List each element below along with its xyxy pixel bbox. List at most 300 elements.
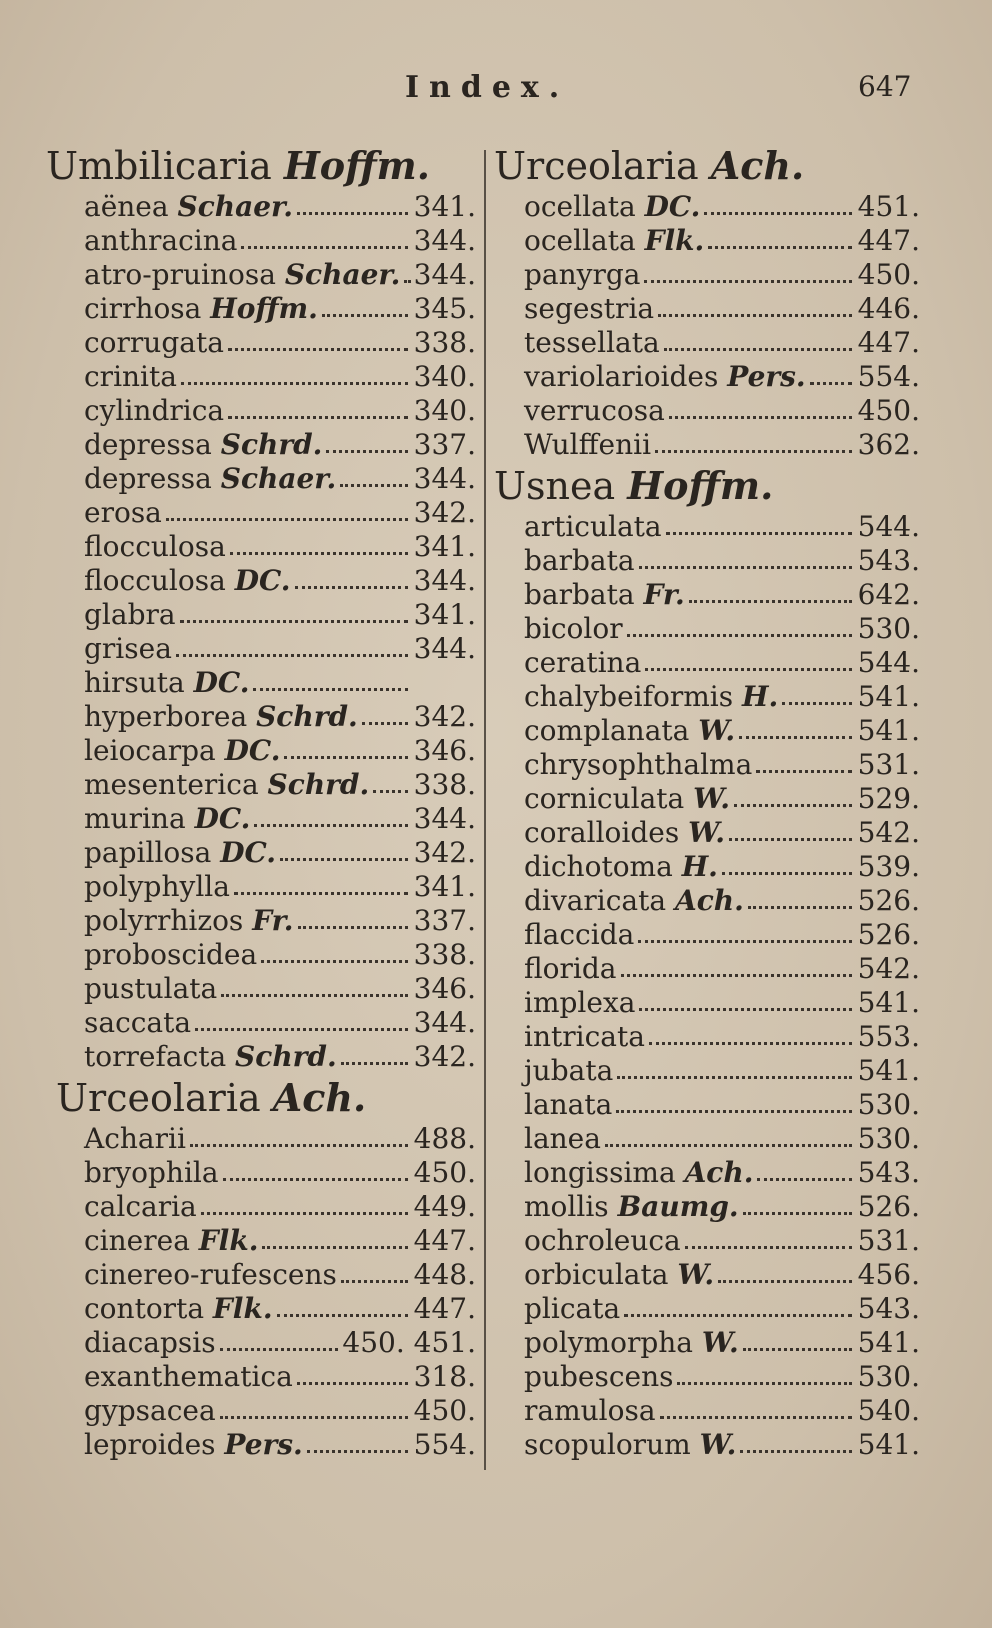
species-epithet: depressa — [84, 462, 212, 495]
species-name — [524, 292, 654, 326]
species-author: Hoffm. — [210, 292, 318, 325]
species-name — [84, 1428, 303, 1462]
dot-leader — [195, 1028, 408, 1031]
dot-leader — [810, 382, 852, 385]
page-reference: 450. — [857, 394, 920, 427]
page-reference: 526. — [857, 1190, 920, 1223]
page-reference: 544. — [857, 646, 920, 679]
species-author: Schrd. — [256, 700, 358, 733]
species-name — [524, 1258, 714, 1292]
species-epithet: coralloides — [524, 816, 680, 849]
species-epithet: Acharii — [84, 1122, 186, 1155]
dot-leader — [660, 1416, 852, 1419]
species-epithet: gypsacea — [84, 1394, 216, 1427]
species-name — [524, 1326, 739, 1360]
species-name — [84, 938, 257, 972]
page-reference: 338. — [413, 938, 476, 971]
page-reference: 541. — [857, 986, 920, 1019]
dot-leader — [685, 1246, 852, 1249]
dot-leader — [404, 280, 408, 283]
page-reference: 341. — [413, 190, 476, 223]
species-name — [84, 598, 176, 632]
species-epithet: verrucosa — [524, 394, 665, 427]
dot-leader — [190, 1144, 408, 1147]
species-epithet: erosa — [84, 496, 162, 529]
dot-leader — [621, 974, 853, 977]
species-name — [84, 1040, 337, 1074]
index-entry — [46, 1122, 476, 1156]
index-entry — [46, 1156, 476, 1190]
column-divider — [484, 150, 486, 1470]
index-entry — [46, 700, 476, 734]
species-epithet: bryophila — [84, 1156, 219, 1189]
index-entry — [490, 952, 920, 986]
species-author: H. — [681, 850, 718, 883]
species-epithet: papillosa — [84, 836, 212, 869]
dot-leader — [627, 634, 852, 637]
species-epithet: variolarioides — [524, 360, 719, 393]
species-name — [84, 564, 291, 598]
dot-leader — [228, 348, 408, 351]
index-entry — [46, 598, 476, 632]
species-name — [524, 510, 662, 544]
page-reference: 338. — [413, 326, 476, 359]
index-entry — [490, 428, 920, 462]
index-entry — [490, 1088, 920, 1122]
species-epithet: divaricata — [524, 884, 667, 917]
species-epithet: mesenterica — [84, 768, 259, 801]
page-reference: 344. — [413, 632, 476, 665]
species-epithet: crinita — [84, 360, 177, 393]
index-entry — [490, 394, 920, 428]
species-epithet: chrysophthalma — [524, 748, 753, 781]
dot-leader — [307, 1450, 408, 1453]
species-epithet: pustulata — [84, 972, 218, 1005]
species-name — [84, 462, 336, 496]
index-entry — [46, 428, 476, 462]
dot-leader — [645, 668, 852, 671]
species-epithet: pubescens — [524, 1360, 674, 1393]
page-reference: 450. — [413, 1394, 476, 1427]
index-entry — [490, 1258, 920, 1292]
species-name — [84, 1122, 186, 1156]
species-epithet: intricata — [524, 1020, 645, 1053]
page-reference: 342. — [413, 496, 476, 529]
dot-leader — [729, 838, 852, 841]
page-reference: 531. — [857, 748, 920, 781]
index-entry — [490, 360, 920, 394]
index-entry — [46, 258, 476, 292]
species-name — [524, 986, 635, 1020]
page-reference: 554. — [857, 360, 920, 393]
page-reference: 449. — [413, 1190, 476, 1223]
species-epithet: proboscidea — [84, 938, 258, 971]
index-entry — [46, 904, 476, 938]
species-name — [524, 1292, 620, 1326]
species-epithet: ocellata — [524, 190, 636, 223]
index-entry — [490, 680, 920, 714]
index-entry — [490, 1394, 920, 1428]
species-author: DC. — [193, 666, 250, 699]
index-entry — [490, 1122, 920, 1156]
dot-leader — [340, 484, 408, 487]
species-epithet: hyperborea — [84, 700, 248, 733]
species-name — [524, 612, 623, 646]
index-entry — [46, 1224, 476, 1258]
page-reference: 338. — [413, 768, 476, 801]
index-entry — [490, 292, 920, 326]
species-epithet: implexa — [524, 986, 636, 1019]
page-reference: 346. — [413, 972, 476, 1005]
species-epithet: calcaria — [84, 1190, 197, 1223]
page-reference: 342. — [413, 836, 476, 869]
dot-leader — [756, 770, 852, 773]
species-author: Fr. — [643, 578, 685, 611]
index-entry — [46, 870, 476, 904]
index-entry — [490, 326, 920, 360]
index-entry — [490, 1428, 920, 1462]
index-entry — [46, 632, 476, 666]
species-name — [84, 326, 224, 360]
dot-leader — [639, 566, 852, 569]
dot-leader — [658, 314, 852, 317]
dot-leader — [624, 1314, 852, 1317]
right-column — [490, 142, 920, 1462]
species-epithet: hirsuta — [84, 666, 185, 699]
species-author: DC. — [644, 190, 701, 223]
dot-leader — [616, 1110, 852, 1113]
genus-author: Ach. — [710, 143, 805, 188]
species-author: Fr. — [252, 904, 294, 937]
index-entry — [46, 564, 476, 598]
page-title: Index. — [405, 70, 570, 105]
species-author: DC. — [234, 564, 291, 597]
dot-leader — [228, 416, 408, 419]
left-column — [46, 142, 476, 1462]
genus-heading — [46, 142, 476, 190]
species-epithet: contorta — [84, 1292, 205, 1325]
index-entry — [46, 836, 476, 870]
page-reference: 642. — [857, 578, 920, 611]
page-reference: 554. — [413, 1428, 476, 1461]
species-author: Schaer. — [177, 190, 293, 223]
species-name — [524, 1190, 739, 1224]
page-reference: 542. — [857, 952, 920, 985]
genus-name: Usnea — [494, 464, 616, 508]
index-entry — [46, 1258, 476, 1292]
dot-leader — [297, 1382, 408, 1385]
dot-leader — [638, 940, 852, 943]
dot-leader — [295, 586, 408, 589]
page-reference: 362. — [857, 428, 920, 461]
genus-heading — [46, 1074, 476, 1122]
page-reference: 541. — [857, 714, 920, 747]
species-name — [524, 258, 640, 292]
index-entry — [490, 918, 920, 952]
index-entry — [46, 190, 476, 224]
species-epithet: saccata — [84, 1006, 192, 1039]
page-reference: 488. — [413, 1122, 476, 1155]
index-entry — [46, 360, 476, 394]
species-author: Ach. — [674, 884, 744, 917]
page-reference: 553. — [857, 1020, 920, 1053]
species-epithet: polyphylla — [84, 870, 230, 903]
dot-leader — [739, 736, 852, 739]
index-entry — [490, 714, 920, 748]
species-name — [84, 428, 322, 462]
page-reference: 344. — [413, 564, 476, 597]
dot-leader — [166, 518, 408, 521]
index-entry — [46, 972, 476, 1006]
species-epithet: Wulffenii — [524, 428, 652, 461]
index-entry — [46, 394, 476, 428]
page-reference: 541. — [857, 680, 920, 713]
index-entry — [490, 1224, 920, 1258]
genus-author: Hoffm. — [283, 143, 430, 188]
species-name — [524, 1428, 736, 1462]
dot-leader — [262, 1246, 408, 1249]
dot-leader — [649, 1042, 852, 1045]
species-author: Schaer. — [284, 258, 401, 291]
index-entry — [490, 1020, 920, 1054]
index-entry — [46, 1360, 476, 1394]
page-reference: 344. — [413, 224, 476, 257]
species-name — [524, 1020, 645, 1054]
page-reference: 341. — [413, 530, 476, 563]
species-name — [84, 666, 249, 700]
species-name — [84, 1190, 197, 1224]
species-epithet: bicolor — [524, 612, 623, 645]
species-epithet: aënea — [84, 190, 169, 223]
species-name — [524, 360, 806, 394]
index-entry — [490, 258, 920, 292]
species-name — [84, 224, 237, 258]
page-reference: 447. — [413, 1292, 476, 1325]
species-epithet: ochroleuca — [524, 1224, 681, 1257]
dot-leader — [220, 1348, 339, 1351]
species-name — [524, 1156, 753, 1190]
species-epithet: cylindrica — [84, 394, 225, 427]
species-author: Schrd. — [267, 768, 370, 801]
species-author: Pers. — [224, 1428, 303, 1461]
species-name — [524, 1360, 673, 1394]
page-reference: 341. — [413, 598, 476, 631]
species-author: H. — [742, 680, 779, 713]
page-reference: 346. — [413, 734, 476, 767]
species-name — [524, 918, 634, 952]
page-reference: 447. — [857, 326, 920, 359]
species-name — [84, 1394, 216, 1428]
page-reference: 342. — [413, 700, 476, 733]
species-epithet: ceratina — [524, 646, 642, 679]
species-epithet: mollis — [524, 1190, 609, 1223]
dot-leader — [362, 722, 408, 725]
species-epithet: polymorpha — [524, 1326, 693, 1359]
index-entry — [490, 748, 920, 782]
species-name — [524, 428, 651, 462]
species-epithet: articulata — [524, 510, 662, 543]
species-epithet: panyrga — [524, 258, 641, 291]
species-epithet: scopulorum — [524, 1428, 691, 1461]
species-epithet: cinereo-rufescens — [84, 1258, 337, 1291]
page-reference: 530. — [857, 1088, 920, 1121]
index-entry — [490, 544, 920, 578]
species-name — [524, 952, 617, 986]
dot-leader — [373, 790, 408, 793]
page-number: 647 — [858, 70, 912, 103]
index-entry — [490, 1054, 920, 1088]
species-name — [524, 326, 660, 360]
species-name — [524, 1054, 613, 1088]
index-entry — [46, 496, 476, 530]
index-entry — [46, 666, 476, 700]
species-name — [84, 972, 217, 1006]
species-author: W. — [677, 1258, 715, 1291]
page-reference: 340. — [413, 394, 476, 427]
species-author: W. — [698, 714, 736, 747]
index-entry — [46, 1006, 476, 1040]
page-reference: 541. — [857, 1326, 920, 1359]
index-entry — [490, 884, 920, 918]
species-epithet: polyrrhizos — [84, 904, 244, 937]
dot-leader — [669, 416, 852, 419]
index-entry — [490, 816, 920, 850]
dot-leader — [704, 212, 852, 215]
genus-author: Hoffm. — [627, 463, 774, 508]
species-epithet: grisea — [84, 632, 172, 665]
species-author: DC. — [194, 802, 251, 835]
page-reference: 340. — [413, 360, 476, 393]
index-entry — [490, 510, 920, 544]
index-entry — [46, 1394, 476, 1428]
species-epithet: lanea — [524, 1122, 601, 1155]
species-epithet: jubata — [524, 1054, 614, 1087]
species-name — [84, 768, 369, 802]
species-epithet: murina — [84, 802, 186, 835]
dot-leader — [734, 804, 852, 807]
index-entry — [46, 1428, 476, 1462]
index-entry — [490, 612, 920, 646]
page-reference: 526. — [857, 884, 920, 917]
dot-leader — [617, 1076, 852, 1079]
species-author: W. — [701, 1326, 739, 1359]
dot-leader — [677, 1382, 852, 1385]
species-epithet: cirrhosa — [84, 292, 202, 325]
page-reference: 344. — [413, 462, 476, 495]
species-epithet: flaccida — [524, 918, 635, 951]
species-name — [84, 360, 177, 394]
page-reference: 526. — [857, 918, 920, 951]
page-reference: 544. — [857, 510, 920, 543]
species-name — [84, 1326, 216, 1360]
index-entry — [490, 1326, 920, 1360]
index-entry — [46, 224, 476, 258]
species-name — [524, 884, 744, 918]
page-reference: 446. — [857, 292, 920, 325]
species-epithet: torrefacta — [84, 1040, 227, 1073]
index-entry — [490, 1360, 920, 1394]
dot-leader — [666, 532, 852, 535]
index-entry — [490, 1190, 920, 1224]
species-name — [84, 1292, 273, 1326]
dot-leader — [254, 824, 408, 827]
dot-leader — [708, 246, 852, 249]
page-reference: 456. — [857, 1258, 920, 1291]
dot-leader — [241, 246, 408, 249]
species-author: W. — [699, 1428, 737, 1461]
page-reference: 542. — [857, 816, 920, 849]
species-name — [84, 258, 400, 292]
species-name — [84, 1156, 219, 1190]
genus-heading — [490, 142, 920, 190]
species-epithet: leiocarpa — [84, 734, 216, 767]
species-name — [84, 700, 358, 734]
page-reference: 541. — [857, 1428, 920, 1461]
dot-leader — [664, 348, 852, 351]
index-entry — [46, 1292, 476, 1326]
dot-leader — [326, 450, 408, 453]
species-name — [84, 394, 224, 428]
species-name — [524, 1224, 681, 1258]
species-epithet: corniculata — [524, 782, 685, 815]
species-name — [84, 632, 172, 666]
species-name — [84, 190, 293, 224]
species-epithet: longissima — [524, 1156, 676, 1189]
index-entry — [490, 578, 920, 612]
species-author: Flk. — [198, 1224, 259, 1257]
dot-leader — [223, 1178, 408, 1181]
page-reference: 530. — [857, 612, 920, 645]
species-epithet: ocellata — [524, 224, 636, 257]
page-reference: 450. — [857, 258, 920, 291]
species-name — [524, 1088, 612, 1122]
species-author: Flk. — [212, 1292, 273, 1325]
page-reference: 448. — [413, 1258, 476, 1291]
dot-leader — [261, 960, 408, 963]
genus-name: Umbilicaria — [46, 144, 272, 188]
page-reference: 543. — [857, 544, 920, 577]
dot-leader — [639, 1008, 852, 1011]
page-reference: 345. — [413, 292, 476, 325]
dot-leader — [253, 688, 408, 691]
species-epithet: lanata — [524, 1088, 613, 1121]
dot-leader — [689, 600, 852, 603]
species-epithet: florida — [524, 952, 617, 985]
page-header — [0, 70, 992, 110]
index-entry — [46, 734, 476, 768]
species-epithet: orbiculata — [524, 1258, 669, 1291]
page-reference: 451. — [857, 190, 920, 223]
species-epithet: complanata — [524, 714, 690, 747]
species-author: Pers. — [727, 360, 806, 393]
species-name — [524, 680, 778, 714]
index-entry — [46, 768, 476, 802]
dot-leader — [234, 892, 408, 895]
index-entry — [490, 190, 920, 224]
page-reference: 543. — [857, 1156, 920, 1189]
index-entry — [490, 850, 920, 884]
page-reference: 337. — [413, 904, 476, 937]
genus-name: Urceolaria — [494, 144, 699, 188]
species-name — [524, 224, 704, 258]
index-entry — [46, 530, 476, 564]
index-entry — [46, 1040, 476, 1074]
dot-leader — [220, 1416, 408, 1419]
species-epithet: glabra — [84, 598, 176, 631]
page-reference: 529. — [857, 782, 920, 815]
species-name — [84, 292, 318, 326]
species-epithet: plicata — [524, 1292, 621, 1325]
